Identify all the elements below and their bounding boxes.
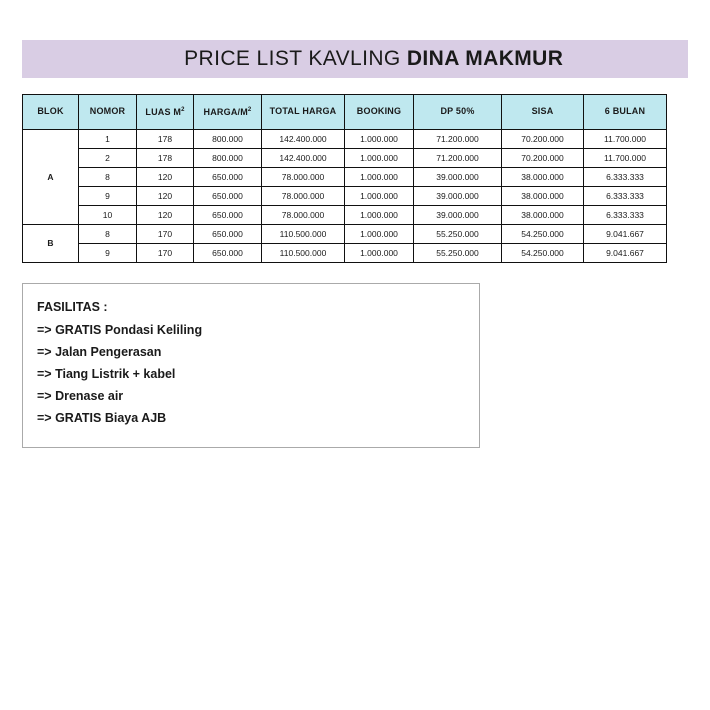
cell-sisa: 38.000.000 <box>502 206 584 225</box>
table-row <box>23 187 667 206</box>
list-item: => Tiang Listrik + kabel <box>37 367 176 381</box>
price-table-head <box>23 95 667 130</box>
cell-dp: 39.000.000 <box>414 168 502 187</box>
cell-total: 78.000.000 <box>262 168 345 187</box>
cell-luas: 120 <box>137 206 194 225</box>
cell-dp: 39.000.000 <box>414 187 502 206</box>
cell-6bulan: 6.333.333 <box>584 206 667 225</box>
cell-dp: 71.200.000 <box>414 130 502 149</box>
cell-nomor: 8 <box>79 225 137 244</box>
header-luas: LUAS $M^2$ <box>137 95 194 130</box>
cell-luas: 120 <box>137 168 194 187</box>
cell-harga: 650.000 <box>194 187 262 206</box>
header-harga-per-m: HARGA/$M^2$ <box>194 95 262 130</box>
price-table-body <box>23 130 667 263</box>
cell-harga: 800.000 <box>194 130 262 149</box>
blok-label-b: B <box>23 225 79 263</box>
cell-6bulan: 9.041.667 <box>584 244 667 263</box>
cell-booking: 1.000.000 <box>345 225 414 244</box>
cell-sisa: 38.000.000 <box>502 168 584 187</box>
cell-harga: 650.000 <box>194 244 262 263</box>
cell-booking: 1.000.000 <box>345 130 414 149</box>
cell-harga: 650.000 <box>194 206 262 225</box>
cell-6bulan: 11.700.000 <box>584 130 667 149</box>
cell-nomor: 10 <box>79 206 137 225</box>
cell-sisa: 54.250.000 <box>502 225 584 244</box>
cell-nomor: 8 <box>79 168 137 187</box>
cell-luas: 170 <box>137 244 194 263</box>
header-total-harga: TOTAL HARGA <box>262 95 345 130</box>
cell-total: 142.400.000 <box>262 130 345 149</box>
list-item: => GRATIS Biaya AJB <box>37 411 167 425</box>
table-row <box>23 244 667 263</box>
cell-dp: 39.000.000 <box>414 206 502 225</box>
cell-nomor: 9 <box>79 244 137 263</box>
cell-harga: 650.000 <box>194 225 262 244</box>
table-row <box>23 168 667 187</box>
cell-luas: 120 <box>137 187 194 206</box>
price-table <box>22 94 667 263</box>
table-row <box>23 206 667 225</box>
cell-total: 110.500.000 <box>262 225 345 244</box>
header-nomor: NOMOR <box>79 95 137 130</box>
table-row <box>23 130 667 149</box>
cell-luas: 170 <box>137 225 194 244</box>
cell-nomor: 9 <box>79 187 137 206</box>
table-row <box>23 225 667 244</box>
cell-total: 78.000.000 <box>262 187 345 206</box>
cell-dp: 71.200.000 <box>414 149 502 168</box>
facilities-box <box>22 283 480 448</box>
page-title-main: PRICE LIST KAVLING <box>184 47 407 70</box>
cell-6bulan: 9.041.667 <box>584 225 667 244</box>
list-item: => GRATIS Pondasi Keliling <box>37 323 203 337</box>
cell-6bulan: 11.700.000 <box>584 149 667 168</box>
cell-booking: 1.000.000 <box>345 168 414 187</box>
cell-sisa: 38.000.000 <box>502 187 584 206</box>
facilities-list <box>37 323 479 425</box>
cell-booking: 1.000.000 <box>345 149 414 168</box>
cell-6bulan: 6.333.333 <box>584 187 667 206</box>
cell-nomor: 1 <box>79 130 137 149</box>
cell-dp: 55.250.000 <box>414 225 502 244</box>
page-title <box>147 23 564 95</box>
cell-harga: 650.000 <box>194 168 262 187</box>
cell-total: 110.500.000 <box>262 244 345 263</box>
header-booking: BOOKING <box>345 95 414 130</box>
cell-luas: 178 <box>137 149 194 168</box>
cell-nomor: 2 <box>79 149 137 168</box>
header-dp: DP 50% <box>414 95 502 130</box>
table-row <box>23 149 667 168</box>
cell-total: 142.400.000 <box>262 149 345 168</box>
cell-sisa: 70.200.000 <box>502 130 584 149</box>
facilities-heading: FASILITAS : <box>37 300 108 314</box>
cell-sisa: 70.200.000 <box>502 149 584 168</box>
table-header-row <box>23 95 667 130</box>
cell-total: 78.000.000 <box>262 206 345 225</box>
title-banner <box>22 40 688 78</box>
cell-booking: 1.000.000 <box>345 206 414 225</box>
header-sisa: SISA <box>502 95 584 130</box>
cell-6bulan: 6.333.333 <box>584 168 667 187</box>
cell-sisa: 54.250.000 <box>502 244 584 263</box>
list-item: => Jalan Pengerasan <box>37 345 162 359</box>
header-blok: BLOK <box>23 95 79 130</box>
blok-label-a: A <box>23 130 79 225</box>
page-title-highlight: DINA MAKMUR <box>406 47 564 70</box>
cell-harga: 800.000 <box>194 149 262 168</box>
price-table-wrap <box>22 94 666 263</box>
header-6-bulan: 6 BULAN <box>584 95 667 130</box>
cell-dp: 55.250.000 <box>414 244 502 263</box>
cell-booking: 1.000.000 <box>345 244 414 263</box>
cell-booking: 1.000.000 <box>345 187 414 206</box>
cell-luas: 178 <box>137 130 194 149</box>
list-item: => Drenase air <box>37 389 124 403</box>
